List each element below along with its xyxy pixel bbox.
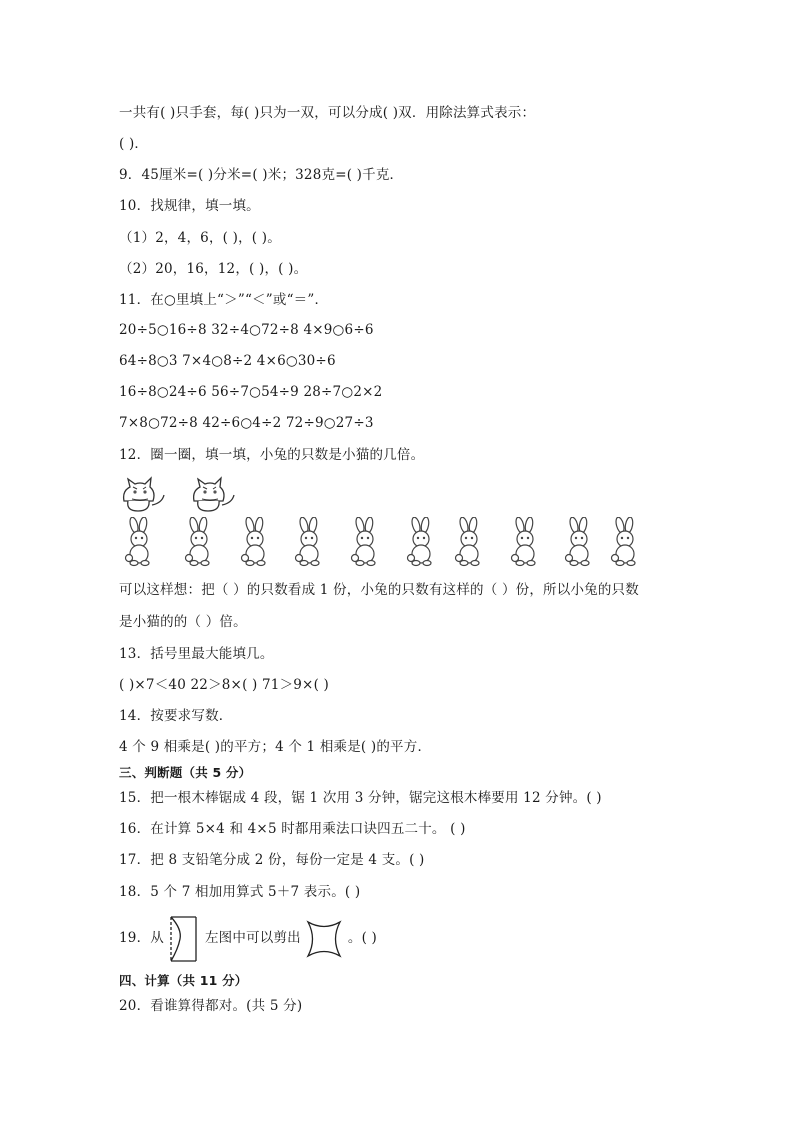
rabbit-icon [402,517,444,567]
rabbit-icon [120,517,162,567]
cat-icon [116,473,168,513]
question-13-row: ( )×7＜40 22＞8×( ) 71＞9×( ) [119,677,329,693]
rabbit-icon [180,517,222,567]
question-20: 20．看谁算得都对。(共 5 分) [119,998,303,1014]
question-14-row: 4 个 9 相乘是( )的平方；4 个 1 相乘是( )的平方． [119,739,432,755]
rabbit-icon [606,517,648,567]
question-15: 15．把一根木棒锯成 4 段，锯 1 次用 3 分钟，锯完这根木棒要用 12 分钟。( ) [119,790,602,806]
question-10-part-1: （1）2，4，6，( )，( )。 [119,230,281,246]
question-17: 17．把 8 支铅笔分成 2 份，每份一定是 4 支。( ) [119,852,425,868]
q8-line-2: ( )． [119,136,149,152]
q8-line-1: 一共有( )只手套，每( )只为一双，可以分成( )双．用除法算式表示： [119,105,536,121]
question-13: 13．括号里最大能填几。 [119,646,274,662]
question-16: 16．在计算 5×4 和 4×5 时都用乘法口诀四五二十。 ( ) [119,821,466,837]
question-19-middle: 左图中可以剪出 [204,930,301,946]
question-19 [119,914,377,962]
rabbit-icon [236,517,278,567]
question-11-row-3: 16÷8○24÷6 56÷7○54÷9 28÷7○2×2 [119,384,383,400]
star-shape-icon [305,919,343,959]
question-12-text-1: 可以这样想：把（ ）的只数看成 1 份，小兔的只数有这样的（ ）份，所以小兔的只数 [119,582,639,598]
question-10: 10．找规律，填一填。 [119,198,260,214]
rabbit-icon [506,517,548,567]
question-18: 18．5 个 7 相加用算式 5＋7 表示。( ) [119,884,361,900]
question-9: 9．45厘米=( )分米=( )米；328克=( )千克． [119,167,404,183]
cat-icon [186,473,238,513]
rabbit-icon [560,517,602,567]
question-19-suffix: 。( ) [347,930,378,946]
question-14: 14．按要求写数． [119,708,233,724]
rabbit-icon [450,517,492,567]
question-11-row-2: 64÷8○3 7×4○8÷2 4×6○30÷6 [119,353,336,369]
question-11-row-1: 20÷5○16÷8 32÷4○72÷8 4×9○6÷6 [119,322,374,338]
section-3-heading: 三、判断题（共 5 分） [119,765,252,780]
question-19-prefix: 19．从 [119,930,164,946]
question-12: 12．圈一圈，填一填，小兔的只数是小猫的几倍。 [119,447,425,463]
question-11: 11．在○里填上“＞”“＜”或“＝”． [119,292,329,308]
question-12-text-2: 是小猫的的（ ）倍。 [119,614,247,630]
question-10-part-2: （2）20，16，12，( )，( )。 [119,261,308,277]
folded-paper-icon [168,915,200,963]
rabbit-icon [346,517,388,567]
question-11-row-4: 7×8○72÷8 42÷6○4÷2 72÷9○27÷3 [119,415,374,431]
section-4-heading: 四、计算（共 11 分） [119,973,248,988]
rabbit-icon [290,517,332,567]
